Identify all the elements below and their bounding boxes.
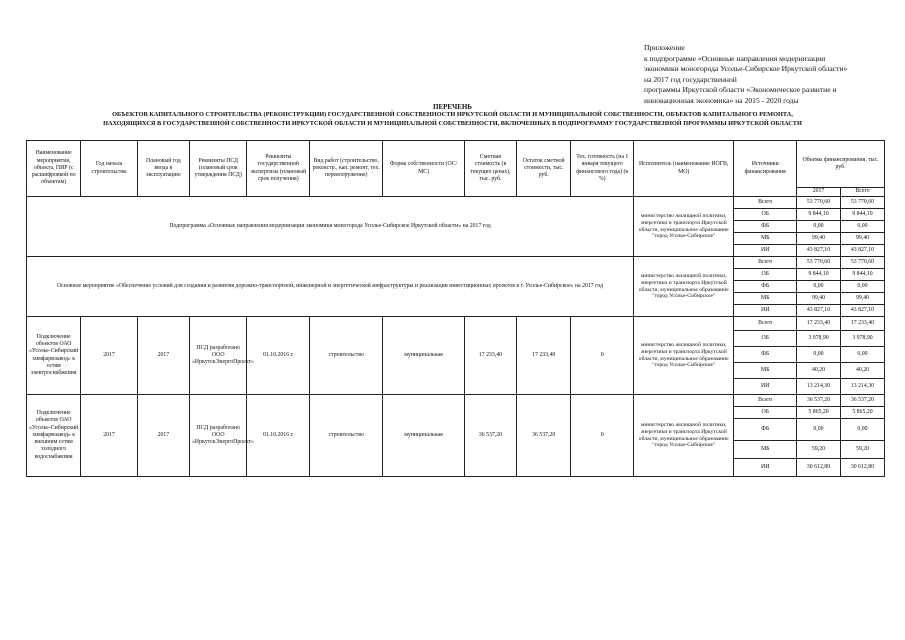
value-total: 99,40 (840, 233, 884, 245)
appendix-line: экономики моногорода Усолье-Сибирское Иркутской области» (644, 64, 848, 73)
source-cell: ФБ (734, 419, 797, 441)
value-total: 36 537,20 (840, 395, 884, 407)
value-2017: 99,40 (797, 233, 841, 245)
source-cell: ИИ (734, 379, 797, 395)
value-2017: 3 978,90 (797, 331, 841, 347)
value-2017: 53 770,60 (797, 257, 841, 269)
object-expertise: 01.10.2016 г. (247, 395, 310, 477)
appendix-line: на 2017 год государственной (644, 74, 737, 84)
object-ownership: муниципальная (383, 395, 465, 477)
value-2017: 40,20 (797, 363, 841, 379)
value-2017: 36 537,20 (797, 395, 841, 407)
header-volumes: Объемы финансирования, тыс. руб. (797, 141, 885, 188)
value-total: 0,00 (840, 281, 884, 293)
header-ownership: Форма собственности (ОС/ МС) (383, 141, 465, 197)
table-row (27, 395, 885, 407)
source-cell: МБ (734, 233, 797, 245)
value-total: 43 827,10 (840, 305, 884, 317)
table-row (27, 257, 885, 269)
source-cell: Всего (734, 395, 797, 407)
object-plan-year: 2017 (137, 395, 189, 477)
header-expertise: Реквизиты государственной экспертизы (плановый срок получения) (247, 141, 310, 197)
value-2017: 43 827,10 (797, 305, 841, 317)
value-total: 30 612,80 (840, 459, 884, 477)
value-2017: 9 844,10 (797, 269, 841, 281)
source-cell: ФБ (734, 281, 797, 293)
source-cell: ОБ (734, 407, 797, 419)
executor-cell: министерство жилищной политики, энергетики и транспорта Иркутской области, муниципальное образование "город Усолье-Сибирское" (634, 257, 734, 317)
value-total: 53 770,60 (840, 257, 884, 269)
value-2017: 0,00 (797, 221, 841, 233)
value-2017: 5 865,20 (797, 407, 841, 419)
header-row (27, 141, 885, 188)
activity-label: Основное мероприятие «Обеспечение условий для создания и развития дорожно-транспортной, инженерной и энергетической инфраструктуры и реализации инвестиционных проектов в г. Усолье-Сибирское» на 2017 год (27, 257, 634, 317)
value-2017: 53 770,60 (797, 197, 841, 209)
value-total: 43 827,10 (840, 245, 884, 257)
value-2017: 0,00 (797, 347, 841, 363)
object-estimate: 17 233,40 (464, 317, 516, 395)
object-plan-year: 2017 (137, 317, 189, 395)
value-total: 40,20 (840, 363, 884, 379)
value-2017: 30 612,80 (797, 459, 841, 477)
object-work-type: строительство (310, 317, 383, 395)
source-cell: ОБ (734, 331, 797, 347)
object-expertise: 01.10.2016 г. (247, 317, 310, 395)
source-cell: Всего (734, 257, 797, 269)
subprogram-label: Подпрограмма «Основные направления модернизации экономики моногорода Усолье-Сибирское Иркутской области» на 2017 год (27, 197, 634, 257)
value-2017: 43 827,10 (797, 245, 841, 257)
document-title (20, 103, 885, 128)
table-row (27, 317, 885, 331)
appendix-line: инновационная экономика» на 2015 - 2020 годы (644, 95, 799, 105)
header-plan-year: Плановый год ввода в эксплуатацию (137, 141, 189, 197)
object-psd: ПСД разработано ООО «ИркутскЭнергоПроект» (190, 395, 247, 477)
source-cell: ИИ (734, 459, 797, 477)
executor-cell: министерство жилищной политики, энергетики и транспорта Иркутской области, муниципальное образование "город Усолье-Сибирское" (634, 395, 734, 477)
header-total: Всего (840, 188, 884, 197)
object-remainder: 36 537,20 (517, 395, 571, 477)
source-cell: ИИ (734, 245, 797, 257)
value-total: 3 978,90 (840, 331, 884, 347)
appendix-line: программы Иркутской области «Экономическое развитие и (644, 85, 837, 94)
source-cell: ОБ (734, 269, 797, 281)
header-executor: Исполнитель (наименование ИОГВ, МО) (634, 141, 734, 197)
header-estimate: Сметная стоимость (в текущих ценах), тыс. руб. (464, 141, 516, 197)
header-2017: 2017 (797, 188, 841, 197)
value-total: 9 844,10 (840, 209, 884, 221)
value-2017: 9 844,10 (797, 209, 841, 221)
title-heading: ПЕРЕЧЕНЬ (433, 103, 472, 111)
source-cell: ИИ (734, 305, 797, 317)
header-start-year: Год начала строительства (81, 141, 137, 197)
object-start-year: 2017 (81, 395, 137, 477)
value-2017: 13 214,30 (797, 379, 841, 395)
header-name: Наименование мероприятия, объекта, ПИР (с расшифровкой по объектам) (27, 141, 81, 197)
object-psd: ПСД разработано ООО «ИркутскЭнергоПроект» (190, 317, 247, 395)
source-cell: ОБ (734, 209, 797, 221)
executor-cell: министерство жилищной политики, энергетики и транспорта Иркутской области, муниципальное образование "город Усолье-Сибирское" (634, 317, 734, 395)
source-cell: Всего (734, 197, 797, 209)
value-total: 13 214,30 (840, 379, 884, 395)
source-cell: ФБ (734, 347, 797, 363)
object-work-type: строительство (310, 395, 383, 477)
value-2017: 59,20 (797, 441, 841, 459)
value-total: 17 233,40 (840, 317, 884, 331)
header-psd: Реквизиты ПСД (плановый срок утверждения ПСД) (190, 141, 247, 197)
header-sources: Источники финансирования (734, 141, 797, 197)
object-estimate: 36 537,20 (464, 395, 516, 477)
value-total: 5 865,20 (840, 407, 884, 419)
value-total: 53 770,60 (840, 197, 884, 209)
source-cell: МБ (734, 363, 797, 379)
object-ownership: муниципальная (383, 317, 465, 395)
appendix-line: к подпрограмме «Основные направления модернизации (644, 53, 826, 63)
object-name: Подключение объектов ОАО «Усолье-Сибирский химфармзавод» к внешним сетям холодного водоснабжения (27, 395, 81, 477)
object-readiness: 0 (571, 395, 634, 477)
object-name: Подключение объектов ОАО «Усолье-Сибирский химфармзавод» к сетям электроснабжения (27, 317, 81, 395)
object-readiness: 0 (571, 317, 634, 395)
table-row (27, 197, 885, 209)
value-total: 0,00 (840, 221, 884, 233)
value-2017: 0,00 (797, 419, 841, 441)
header-readiness: Тех. готовность (на 1 января текущего финансового года) (в %) (571, 141, 634, 197)
title-line-2: НАХОДЯЩИХСЯ В ГОСУДАРСТВЕННОЙ СОБСТВЕННОСТИ ИРКУТСКОЙ ОБЛАСТИ И МУНИЦИПАЛЬНОЙ СОБСТВЕННОСТИ, ВКЛЮЧЕННЫХ В ПОДПРОГРАММУ ГОСУДАРСТВЕННОЙ ПРОГРАММЫ ИРКУТСКОЙ ОБЛАСТИ (103, 119, 802, 127)
source-cell: МБ (734, 441, 797, 459)
value-total: 0,00 (840, 347, 884, 363)
value-total: 99,40 (840, 293, 884, 305)
value-total: 0,00 (840, 419, 884, 441)
object-remainder: 17 233,40 (517, 317, 571, 395)
source-cell: Всего (734, 317, 797, 331)
value-2017: 0,00 (797, 281, 841, 293)
header-remainder: Остаток сметной стоимости, тыс. руб. (517, 141, 571, 197)
appendix-line: Приложение (644, 43, 685, 52)
value-total: 59,20 (840, 441, 884, 459)
objects-table (26, 140, 885, 477)
value-total: 9 844,10 (840, 269, 884, 281)
title-line-1: ОБЪЕКТОВ КАПИТАЛЬНОГО СТРОИТЕЛЬСТВА (РЕКОНСТРУКЦИИ) ГОСУДАРСТВЕННОЙ СОБСТВЕННОСТИ ИРКУТСКОЙ ОБЛАСТИ И МУНИЦИПАЛЬНОЙ СОБСТВЕННОСТИ, ОБЪЕКТОВ КАПИТАЛЬНОГО РЕМОНТА, (112, 111, 793, 119)
executor-cell: министерство жилищной политики, энергетики и транспорта Иркутской области, муниципальное образование "город Усолье-Сибирское" (634, 197, 734, 257)
source-cell: МБ (734, 293, 797, 305)
source-cell: ФБ (734, 221, 797, 233)
header-work-type: Вид работ (строительство, реконстр., кап. ремонт, тех. перевооружение) (310, 141, 383, 197)
value-2017: 17 233,40 (797, 317, 841, 331)
object-start-year: 2017 (81, 317, 137, 395)
appendix-block (644, 43, 884, 106)
value-2017: 99,40 (797, 293, 841, 305)
